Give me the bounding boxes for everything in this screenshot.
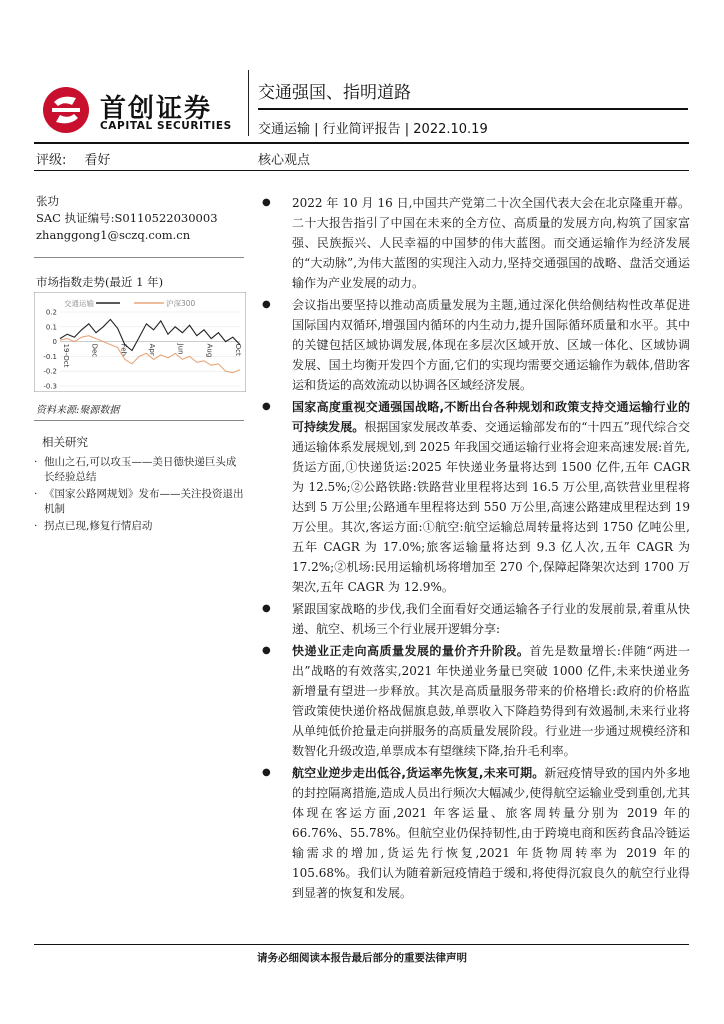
y-tick-label: 0 <box>52 338 57 347</box>
header-divider <box>248 70 249 136</box>
chart-title: 市场指数走势(最近 1 年) <box>36 275 164 289</box>
analyst-info <box>36 193 218 244</box>
bullet-icon: ● <box>262 645 271 656</box>
y-tick-label: -0.3 <box>43 382 57 391</box>
analyst-email[interactable]: zhanggong1@sczq.com.cn <box>36 228 191 242</box>
core-paragraph: ● 紧跟国家战略的步伐,我们全面看好交通运输各子行业的发展前景,着重从快递、航空、机场三个行业展开逻辑分享: <box>262 599 690 639</box>
rating-value: 看好 <box>84 153 111 168</box>
legend-label-hs300: 沪深300 <box>166 299 196 308</box>
related-research-title: 相关研究 <box>42 435 88 449</box>
x-tick-label: Jun <box>176 343 185 355</box>
related-research-list <box>34 455 246 536</box>
core-view-content <box>262 193 690 905</box>
related-item[interactable]: · 拐点已现,修复行情启动 <box>34 520 153 532</box>
analyst-license: SAC 执证编号:S0110522030003 <box>36 211 218 225</box>
related-item[interactable]: · 他山之石,可以攻玉——美日德快递巨头成长经验总结 <box>34 456 237 483</box>
bullet-icon: ● <box>262 767 271 778</box>
x-tick-label: Oct <box>234 343 242 356</box>
core-paragraph: ● 会议指出要坚持以推动高质量发展为主题,通过深化供给侧结构性改革促进国际国内双循环,增强国内循环的内生动力,提升国际循环质量和水平。其中的关键包括区域协调发展,体现在多层次区域开放、区域一体化、区域协调发展、国土均衡开发四个方面,它们的实现均需要交通运输作为载体,借助客运和货运的高效流动以协调各区域经济发展。 <box>262 295 690 395</box>
rating <box>36 149 110 168</box>
rating-label: 评级: <box>36 153 67 168</box>
logo-chinese-name: 首创证券 <box>100 94 213 124</box>
legend-label-transport: 交通运输 <box>64 299 94 308</box>
footer-rule <box>34 944 689 945</box>
y-tick-label: -0.1 <box>43 352 57 361</box>
core-paragraph: ● 2022 年 10 月 16 日,中国共产党第二十次全国代表大会在北京隆重开幕。二十大报告指引了中国在未来的全方位、高质量的发展方向,构筑了国家富强、民族振兴、人民幸福的中国梦的伟大蓝图。而交通运输作为经济发展的“大动脉”,为伟大蓝图的实现注入动力,坚持交通强国的战略、盘活交通运输作为产业发展的动力。 <box>262 193 690 293</box>
bullet-icon: ● <box>262 401 271 412</box>
analyst-rule <box>34 257 244 258</box>
section-rule <box>34 170 689 171</box>
core-view-title: 核心观点 <box>258 153 311 168</box>
logo-english-name: CAPITAL SECURITIES <box>100 120 232 132</box>
core-paragraph: ● 航空业逆步走出低谷,货运率先恢复,未来可期。新冠疫情导致的国内外多地的封控隔离措施,造成人员出行频次大幅减少,使得航空运输业受到重创,尤其体现在客运方面,2021 年客运量、旅客周转量分别为 2019 年的 66.76%、55.78%。但航空业仍保持韧性,由于跨境电商和医药食品冷链运输需求的增加,货运先行恢复,2021 年货物周转率为 2019 年的 105.68%。我们认为随着新冠疫情趋于缓和,将使得沉寂良久的航空行业得到显著的恢复和发展。 <box>262 763 690 903</box>
market-index-chart <box>34 292 246 392</box>
chart-source: 资料来源:聚源数据 <box>36 405 120 416</box>
x-tick-label: Dec <box>90 343 99 358</box>
title-rule <box>258 108 688 110</box>
x-tick-label: Feb <box>119 343 128 357</box>
bullet-icon: ● <box>262 603 271 614</box>
legal-notice: 请务必细阅读本报告最后部分的重要法律声明 <box>257 952 467 964</box>
x-tick-label: Apr <box>148 343 156 356</box>
company-logo <box>42 86 242 134</box>
core-paragraph: ● 国家高度重视交通强国战略,不断出台各种规划和政策支持交通运输行业的可持续发展。根据国家发展改革委、交通运输部发布的“十四五”现代综合交通运输体系发展规划,到 2025 年我国交通运输行业将会迎来高速发展:首先,货运方面,①快递货运:2025 年快递业务量将达到 1500 亿件,五年 CAGR 为 12.5%;②公路铁路:铁路营业里程将达到 16.5 万公里,高铁营业里程将达到 5 万公里;公路通车里程将达到 550 万公里,高速公路建成里程达到 19 万公里。其次,客运方面:①航空:航空运输总周转量将达到 1750 亿吨公里,五年 CAGR 为 17.0%;旅客运输量将达到 9.3 亿人次,五年 CAGR 为 17.2%;②机场:民用运输机场将增加至 270 个,保障起降架次达到 1700 万架次,五年 CAGR 为 12.9%。 <box>262 397 690 597</box>
core-paragraph: ● 快递业正走向高质量发展的量价齐升阶段。首先是数量增长:伴随“两进一出”战略的有效落实,2021 年快递业务量已突破 1000 亿件,未来快递业务新增量有望进一步释放。其次是高质量服务带来的价格增长:政府的价格监管政策使快递价格战倔旗息鼓,单票收入下降趋势得到有效遏制,未来行业将从单纯低价抢量走向拼服务的高质量发展阶段。行业进一步通过规模经济和数智化升级改造,单票成本有望继续下降,抬升毛利率。 <box>262 641 690 761</box>
header-rule <box>34 142 689 144</box>
chart-rule <box>34 420 244 421</box>
report-title: 交通强国、指明道路 <box>258 83 411 103</box>
bullet-icon: ● <box>262 197 271 208</box>
x-tick-label: 19-Oct <box>62 343 70 368</box>
y-tick-label: 0.1 <box>45 323 57 332</box>
related-item[interactable]: · 《国家公路网规划》发布——关注投资退出机制 <box>34 488 244 515</box>
report-subtitle: 交通运输 | 行业简评报告 | 2022.10.19 <box>258 122 488 137</box>
analyst-name: 张功 <box>36 194 59 208</box>
bullet-icon: ● <box>262 299 271 310</box>
company-logo-mark-icon <box>42 86 90 134</box>
y-tick-label: -0.2 <box>43 367 57 376</box>
x-tick-label: Aug <box>205 343 214 358</box>
y-tick-label: 0.2 <box>45 308 57 317</box>
